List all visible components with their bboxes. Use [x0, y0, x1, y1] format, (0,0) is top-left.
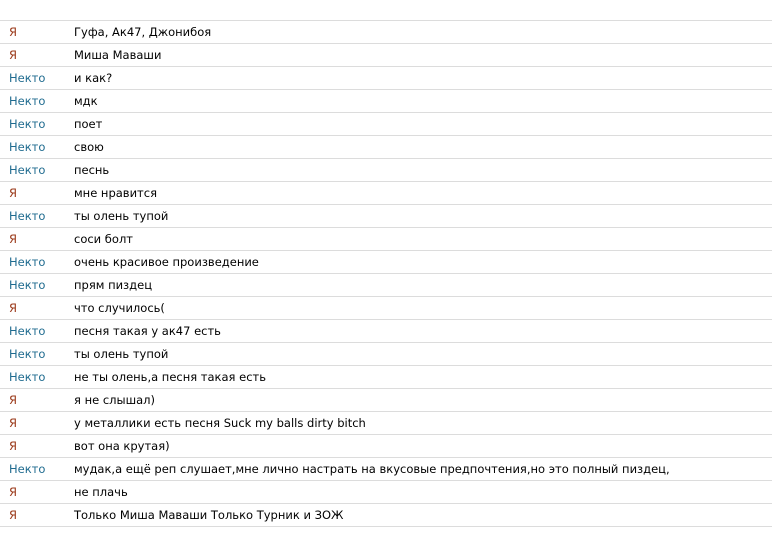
chat-message-row: [0, 251, 772, 274]
sender-me: Я: [9, 439, 17, 453]
chat-message-row: [0, 343, 772, 366]
sender-me: Я: [9, 186, 17, 200]
sender-me: Я: [9, 25, 17, 39]
message-text: мне нравится: [74, 186, 157, 200]
chat-message-row: [0, 366, 772, 389]
chat-message-row: [0, 320, 772, 343]
message-text: поет: [74, 117, 103, 131]
message-text: соси болт: [74, 232, 133, 246]
message-text: мудак,а ещё реп слушает,мне лично настрать на вкусовые предпочтения,но это полный пиздец,: [74, 462, 670, 476]
sender-stranger: Некто: [9, 370, 46, 384]
message-text: и как?: [74, 71, 113, 85]
message-text: Гуфа, Ак47, Джонибоя: [74, 25, 212, 39]
chat-message-row: [0, 458, 772, 481]
message-text: я не слышал): [74, 393, 155, 407]
message-text: очень красивое произведение: [74, 255, 259, 269]
message-text: ты олень тупой: [74, 347, 169, 361]
sender-me: Я: [9, 416, 17, 430]
message-text: мдк: [74, 94, 98, 108]
sender-me: Я: [9, 508, 17, 522]
chat-message-row: [0, 90, 772, 113]
chat-message-row: [0, 67, 772, 90]
sender-stranger: Некто: [9, 140, 46, 154]
chat-message-row: [0, 412, 772, 435]
sender-stranger: Некто: [9, 462, 46, 476]
chat-message-row: [0, 504, 772, 527]
chat-message-row: [0, 205, 772, 228]
message-text: не плачь: [74, 485, 128, 499]
chat-message-row: [0, 481, 772, 504]
chat-message-row: [0, 389, 772, 412]
chat-message-row: [0, 136, 772, 159]
chat-message-row: [0, 21, 772, 44]
sender-stranger: Некто: [9, 117, 46, 131]
message-text: у металлики есть песня Suck my balls dirty bitch: [74, 416, 366, 430]
sender-stranger: Некто: [9, 324, 46, 338]
message-text: свою: [74, 140, 104, 154]
message-text: не ты олень,а песня такая есть: [74, 370, 266, 384]
message-text: прям пиздец: [74, 278, 153, 292]
chat-message-row: [0, 44, 772, 67]
sender-stranger: Некто: [9, 163, 46, 177]
sender-me: Я: [9, 232, 17, 246]
chat-message-row: [0, 113, 772, 136]
chat-message-row: [0, 297, 772, 320]
chat-message-row: [0, 228, 772, 251]
sender-stranger: Некто: [9, 278, 46, 292]
chat-message-row: [0, 182, 772, 205]
chat-message-row: [0, 435, 772, 458]
message-text: песнь: [74, 163, 110, 177]
message-text: ты олень тупой: [74, 209, 169, 223]
sender-me: Я: [9, 393, 17, 407]
sender-stranger: Некто: [9, 94, 46, 108]
sender-me: Я: [9, 301, 17, 315]
message-text: песня такая у ак47 есть: [74, 324, 221, 338]
chat-message-row: [0, 159, 772, 182]
chat-message-row: [0, 274, 772, 297]
sender-stranger: Некто: [9, 347, 46, 361]
message-text: Миша Маваши: [74, 48, 162, 62]
sender-stranger: Некто: [9, 255, 46, 269]
sender-stranger: Некто: [9, 209, 46, 223]
message-text: что случилось(: [74, 301, 165, 315]
message-text: вот она крутая): [74, 439, 170, 453]
sender-me: Я: [9, 48, 17, 62]
chat-log: [0, 20, 772, 527]
sender-stranger: Некто: [9, 71, 46, 85]
sender-me: Я: [9, 485, 17, 499]
message-text: Только Миша Маваши Только Турник и ЗОЖ: [74, 508, 344, 522]
